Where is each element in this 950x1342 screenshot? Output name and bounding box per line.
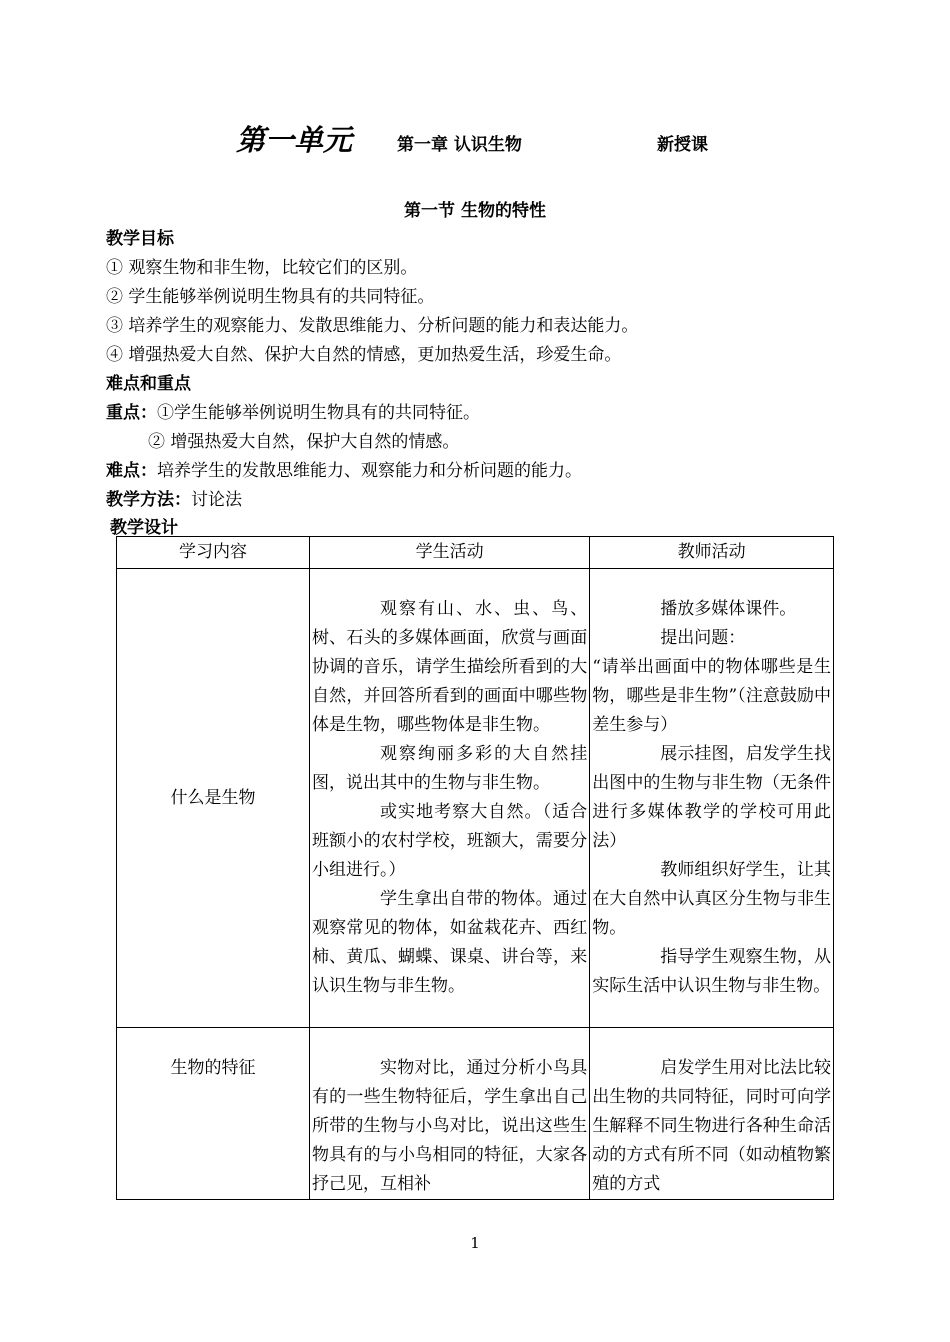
teacher-paragraph: 播放多媒体课件。 [660, 599, 797, 619]
focus-text-2: ② 增强热爱大自然，保护大自然的情感。 [148, 432, 460, 452]
difficulty-label: 难点： [106, 461, 157, 481]
chapter-title: 第一章 认识生物 [397, 135, 522, 155]
topic-cell: 什么是生物 [117, 569, 310, 1028]
column-header: 教师活动 [590, 537, 834, 569]
lesson-type: 新授课 [657, 135, 708, 155]
student-paragraph: 或实地考察大自然。（适合班额小的农村学校，班额大，需要分小组进行。） [311, 802, 588, 880]
table-row [117, 1028, 834, 1200]
table-header-row [117, 537, 834, 569]
objective-item: ① 观察生物和非生物，比较它们的区别。 [106, 258, 418, 278]
topic-cell: 生物的特征 [117, 1028, 310, 1200]
key-points-heading: 难点和重点 [106, 374, 191, 394]
page-header [0, 118, 950, 158]
teacher-paragraph: 展示挂图，启发学生找出图中的生物与非生物（无条件进行多媒体教学的学校可用此法） [592, 744, 831, 851]
focus-line [106, 398, 480, 423]
objective-item: ② 学生能够举例说明生物具有的共同特征。 [106, 287, 435, 307]
teacher-paragraph: 教师组织好学生，让其在大自然中认真区分生物与非生物。 [592, 860, 831, 938]
lesson-design-table [116, 536, 834, 1200]
page-number: 1 [470, 1234, 480, 1252]
student-paragraph: 学生拿出自带的物体。通过观察常见的物体，如盆栽花卉、西红柿、黄瓜、蝴蝶、课桌、讲台等，来认识生物与非生物。 [311, 889, 588, 996]
method-label: 教学方法： [106, 490, 191, 510]
difficulty-text: 培养学生的发散思维能力、观察能力和分析问题的能力。 [157, 461, 582, 481]
student-activity-cell [309, 1028, 589, 1200]
teacher-activity-cell [590, 569, 834, 1028]
table-row [117, 569, 834, 1028]
method-value: 讨论法 [191, 490, 242, 510]
student-activity-cell [309, 569, 589, 1028]
focus-text-1: ①学生能够举例说明生物具有的共同特征。 [157, 403, 480, 423]
objective-item: ④ 增强热爱大自然、保护大自然的情感，更加热爱生活，珍爱生命。 [106, 345, 622, 365]
unit-title: 第一单元 [236, 123, 353, 157]
teacher-paragraph: 提出问题： [660, 628, 746, 648]
section-title: 第一节 生物的特性 [404, 201, 546, 221]
teacher-paragraph: 启发学生用对比法比较出生物的共同特征，同时可向学生解释不同生物进行各种生命活动的方式有所不同（如动植物繁殖的方式 [592, 1058, 831, 1194]
focus-label: 重点： [106, 403, 157, 423]
difficulty-line [106, 456, 582, 481]
teacher-paragraph: 指导学生观察生物，从实际生活中认识生物与非生物。 [592, 947, 831, 996]
student-paragraph: 观察有山、水、虫、鸟、树、石头的多媒体画面，欣赏与画面协调的音乐，请学生描绘所看到的大自然，并回答所看到的画面中哪些物体是生物，哪些物体是非生物。 [311, 599, 588, 735]
objectives-heading: 教学目标 [106, 229, 174, 249]
objective-item: ③ 培养学生的观察能力、发散思维能力、分析问题的能力和表达能力。 [106, 316, 639, 336]
column-header: 学习内容 [117, 537, 310, 569]
teacher-activity-cell [590, 1028, 834, 1200]
student-paragraph: 实物对比，通过分析小鸟具有的一些生物特征后，学生拿出自己所带的生物与小鸟对比，说出这些生物具有的与小鸟相同的特征，大家各抒己见，互相补 [311, 1058, 588, 1194]
method-line [106, 485, 242, 510]
design-heading: 教学设计 [110, 518, 178, 538]
teacher-paragraph: “请举出画面中的物体哪些是生物，哪些是非生物”（注意鼓励中差生参与） [592, 657, 831, 735]
student-paragraph: 观察绚丽多彩的大自然挂图，说出其中的生物与非生物。 [311, 744, 588, 793]
column-header: 学生活动 [309, 537, 589, 569]
